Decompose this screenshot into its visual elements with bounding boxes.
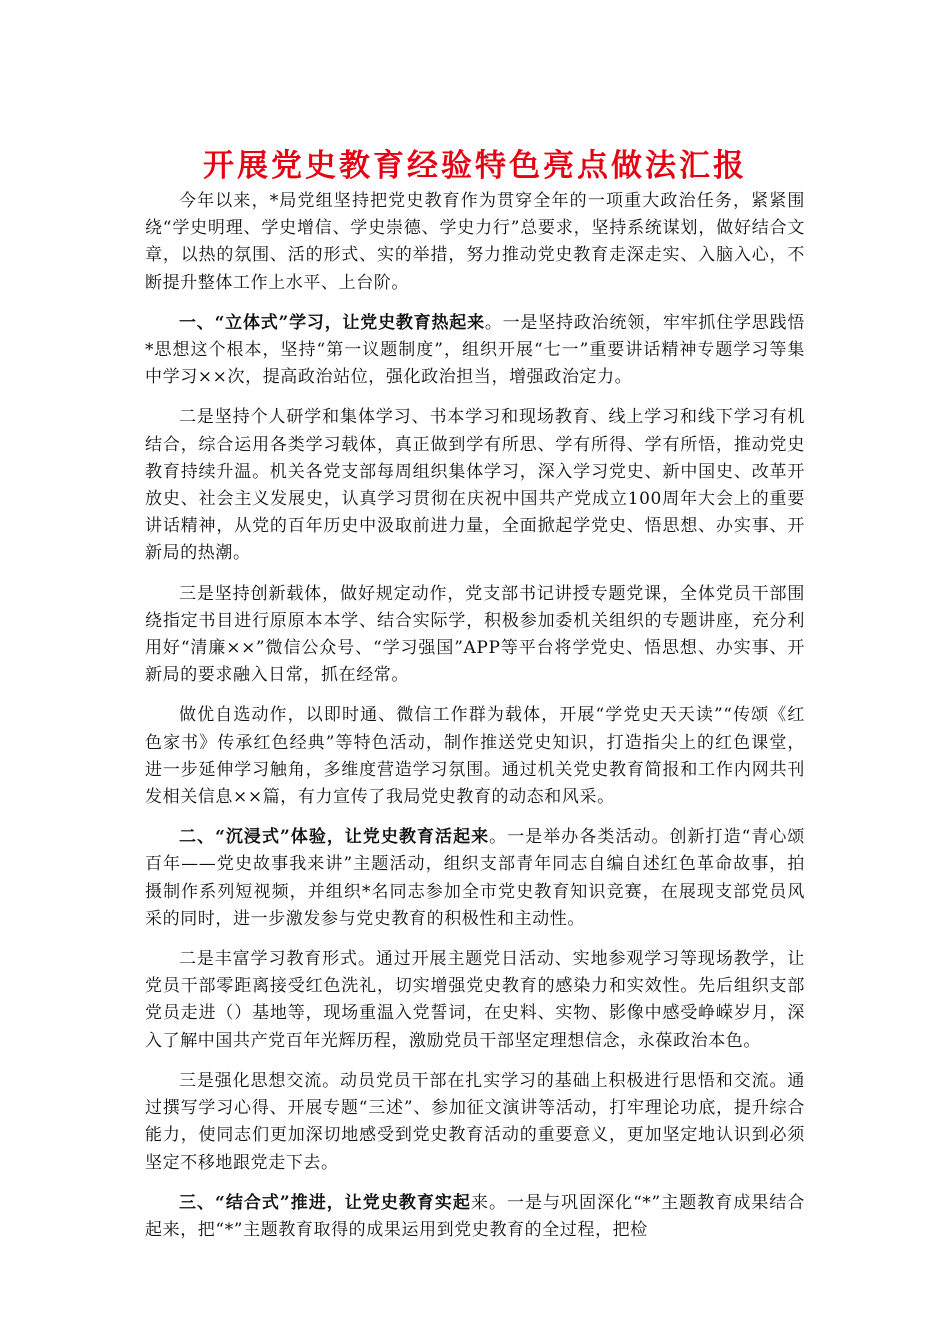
section-heading: 三、“结合式”推进，让党史教育实起 (179, 1192, 471, 1213)
paragraph-text: 二是坚持个人研学和集体学习、书本学习和现场教育、线上学习和线下学习有机结合，综合运用各类学习载体，真正做到学有所思、学有所得、学有所悟，推动党史教育持续升温。机关各党支部每周组织集体学习，深入学习党史、新中国史、改革开放史、社会主义发展史，认真学习贯彻在庆祝中国共产党成立100周年大会上的重要讲话精神，从党的百年历史中汲取前进力量，全面掀起学党史、悟思想、办实事、开新局的热潮。 (145, 407, 805, 564)
paragraph-text: 三是强化思想交流。动员党员干部在扎实学习的基础上积极进行思悟和交流。通过撰写学习心得、开展专题“三述”、参加征文演讲等活动，打牢理论功底，提升综合能力，使同志们更加深切地感受到党史教育活动的重要意义，更加坚定地认识到必须坚定不移地跟党走下去。 (145, 1070, 805, 1173)
paragraph-section-1 (145, 310, 805, 392)
paragraph-text: 。一是坚持政治统领，牢牢抓住学思践悟*思想这个根本，坚持“第一议题制度”，组织开展“七一”重要讲话精神专题学习等集中学习××次，提高政治站位，强化政治担当，增强政治定力。 (145, 312, 805, 388)
paragraph (145, 404, 805, 567)
paragraph-text: 做优自选动作，以即时通、微信工作群为载体，开展“学党史天天读”“传颂《红色家书》传承红色经典”等特色活动，制作推送党史知识，打造指尖上的红色课堂，进一步延伸学习触角，多维度营造学习氛围。通过机关党史教育简报和工作内网共刊发相关信息××篇，有力宣传了我局党史教育的动态和风采。 (145, 705, 805, 808)
paragraph (145, 702, 805, 811)
section-heading: 一、“立体式”学习，让党史教育热起来 (179, 312, 485, 333)
paragraph (145, 581, 805, 690)
paragraph-text: 二是丰富学习教育形式。通过开展主题党日活动、实地参观学习等现场教学，让党员干部零距离接受红色洗礼，切实增强党史教育的感染力和实效性。先后组织支部党员走进（）基地等，现场重温入党誓词，在史料、实物、影像中感受峥嵘岁月，深入了解中国共产党百年光辉历程，激励党员干部坚定理想信念，永葆政治本色。 (145, 949, 805, 1051)
paragraph-section-2 (145, 824, 805, 933)
paragraph-text: 。一是举办各类活动。创新打造“青心颂百年——党史故事我来讲”主题活动，组织支部青年同志自编自述红色革命故事，拍摄制作系列短视频，并组织*名同志参加全市党史教育知识竞赛，在展现支部党员风采的同时，进一步激发参与党史教育的积极性和主动性。 (145, 827, 806, 929)
paragraph-text: 来。一是与巩固深化“*”主题教育成果结合起来，把“*”主题教育取得的成果运用到党史教育的全过程，把检 (145, 1192, 805, 1240)
paragraph-intro (145, 188, 805, 297)
paragraph (145, 1068, 805, 1177)
paragraph-text: 三是坚持创新载体，做好规定动作，党支部书记讲授专题党课，全体党员干部围绕指定书目进行原原本本学、结合实际学，积极参加委机关组织的专题讲座，充分利用好“清廉××”微信公众号、“学习强国”APP等平台将学党史、悟思想、办实事、开新局的要求融入日常，抓在经常。 (145, 583, 805, 686)
section-heading: 二、“沉浸式”体验，让党史教育活起来 (179, 827, 490, 848)
document-title: 开展党史教育经验特色亮点做法汇报 (203, 148, 747, 184)
paragraph (145, 946, 805, 1055)
paragraph-section-3 (145, 1190, 805, 1244)
document-body (145, 188, 805, 1257)
paragraph-text: 今年以来，*局党组坚持把党史教育作为贯穿全年的一项重大政治任务，紧紧围绕“学史明理、学史增信、学史崇德、学史力行”总要求，坚持系统谋划，做好结合文章，以热的氛围、活的形式、实的举措，努力推动党史教育走深走实、入脑入心，不断提升整体工作上水平、上台阶。 (145, 191, 805, 293)
